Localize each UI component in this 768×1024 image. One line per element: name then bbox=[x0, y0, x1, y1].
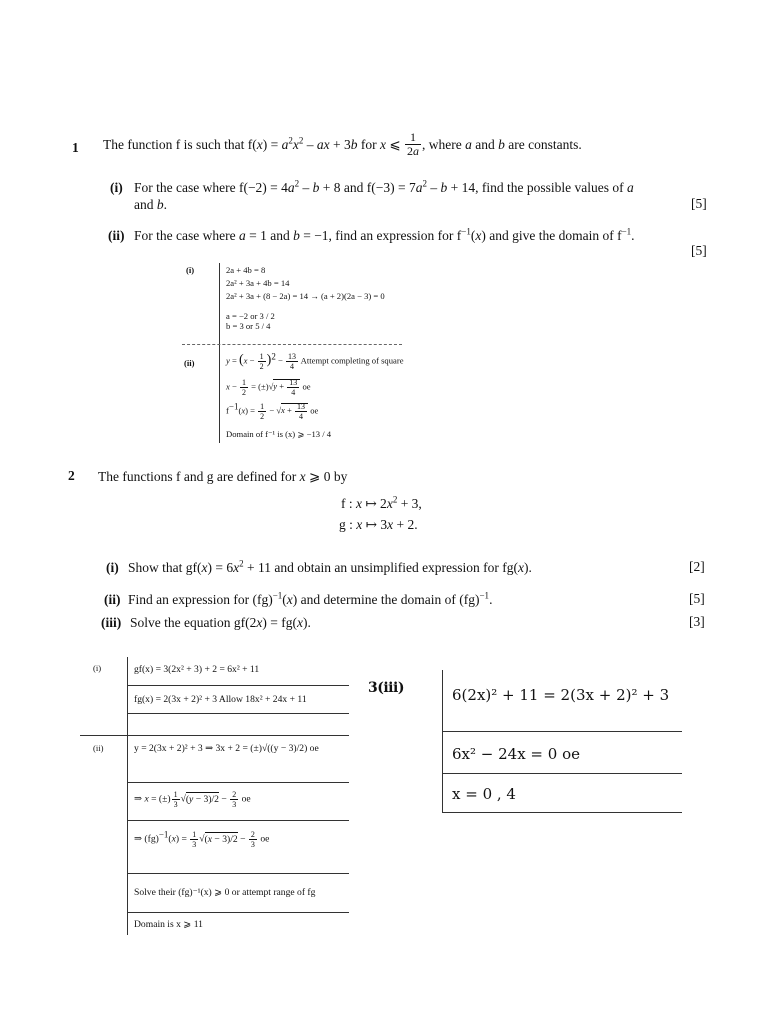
q1-part-i-text: For the case where $f(-2) = 4a^2 - b + 8$ and $f(-3) = 7a^2 - b + 14$, find the possible values of a bbox=[134, 178, 634, 195]
q2-scheme-rule bbox=[127, 820, 349, 821]
q2-scheme-ii-row-2: ⇒ x = (±) $\frac{1}{3}$ √(y − 3)/2 − $\frac{2}{3}$ oe bbox=[134, 790, 251, 809]
q1-part-i-marks: [5] bbox=[691, 196, 707, 211]
question-1-number: 1 bbox=[72, 140, 79, 155]
q2-scheme-rule bbox=[442, 773, 682, 774]
q1-scheme-i-line: 2a² + 3a + 4b = 14 bbox=[226, 278, 290, 288]
q2-part-iii-label: (iii) bbox=[101, 615, 122, 630]
q1-scheme-label-ii: (ii) bbox=[184, 358, 195, 368]
q2-part-i-text: Show that $gf(x) = 6x^2 + 11$ and obtain an unsimplified expression for fg(x). bbox=[128, 558, 532, 575]
q2-scheme-rule bbox=[80, 735, 349, 736]
question-1-fraction: $\frac{1}{2a}$ bbox=[407, 130, 420, 158]
q1-scheme-i-line: 2a + 4b = 8 bbox=[226, 265, 266, 275]
q2-part-ii-text: Find an expression for (fg)$^{-1}$(x) and determine the domain of (fg)$^{-1}$. bbox=[128, 590, 493, 607]
q2-part-i-label: (i) bbox=[106, 560, 119, 575]
q1-scheme-i-line: 2a² + 3a + (8 − 2a) = 14 → (a + 2)(2a − 3) = 0 bbox=[226, 291, 385, 301]
q2-scheme-rule bbox=[127, 713, 349, 714]
q2-scheme-left-divider bbox=[127, 657, 128, 935]
q1-part-i-text-2: and b. bbox=[134, 197, 167, 212]
q1-scheme-separator bbox=[182, 344, 402, 345]
q1-scheme-ii-domain: Domain of f⁻¹ is (x) ⩾ −13 / 4 bbox=[226, 429, 332, 439]
q1-scheme-ii-line-2: x − $\frac{1}{2}$ = (±)√y + $\frac{13}{4}$ oe bbox=[226, 378, 311, 397]
q2-scheme-rule bbox=[127, 873, 349, 874]
q2-scheme-label-ii: (ii) bbox=[93, 743, 104, 753]
q2-part-ii-marks: [5] bbox=[689, 591, 705, 606]
q1-scheme-ii-line-3: $f^{-1}(x)$ = $\frac{1}{2}$ − √x + $\frac{13}{4}$ oe bbox=[226, 401, 319, 421]
q1-scheme-i-line: a = −2 or 3 / 2 bbox=[226, 311, 275, 321]
q2-scheme-iii-row-2: 6x² − 24x = 0 oe bbox=[452, 745, 580, 763]
q2-g-definition: g : x ↦ 3x + 2. bbox=[339, 517, 418, 532]
q2-scheme-ii-row-5: Domain is x ⩾ 11 bbox=[134, 919, 203, 930]
q2-f-definition: f : x ↦ $2x^2 + 3$, bbox=[341, 494, 422, 511]
question-2-number: 2 bbox=[68, 468, 75, 483]
q2-scheme-ii-row-1: y = 2(3x + 2)² + 3 ⇒ 3x + 2 = (±)√((y − 3)/2) oe bbox=[134, 743, 319, 754]
q2-part-i-marks: [2] bbox=[689, 559, 705, 574]
q2-scheme-iii-row-1: 6(2x)² + 11 = 2(3x + 2)² + 3 bbox=[452, 686, 670, 704]
q1-part-ii-label: (ii) bbox=[108, 228, 125, 243]
q1-scheme-divider bbox=[219, 263, 220, 443]
q2-scheme-rule bbox=[127, 912, 349, 913]
q1-scheme-label-i: (i) bbox=[186, 265, 195, 275]
q1-scheme-i-line: b = 3 or 5 / 4 bbox=[226, 321, 271, 331]
q2-scheme-rule bbox=[442, 731, 682, 732]
q1-part-ii-text: For the case where a = 1 and b = −1, find an expression for $f^{-1}(x)$ and give the domain of $f^{-1}$. bbox=[134, 226, 635, 243]
q1-part-i-label: (i) bbox=[110, 180, 123, 195]
q1-part-ii-marks: [5] bbox=[691, 243, 707, 258]
q2-scheme-rule bbox=[127, 782, 349, 783]
q2-part-iii-marks: [3] bbox=[689, 614, 705, 629]
q2-scheme-ii-row-4: Solve their (fg)⁻¹(x) ⩾ 0 or attempt range of fg bbox=[134, 887, 316, 898]
q1-scheme-ii-line-1: y = (x − $\frac{1}{2}$ )$^2$ − $\frac{13}{4}$ Attempt completing of square bbox=[226, 351, 404, 371]
q2-scheme-right-divider bbox=[442, 670, 443, 812]
q2-scheme-iii-row-3: x = 0 , 4 bbox=[452, 785, 516, 803]
q2-scheme-i-row-2: fg(x) = 2(3x + 2)² + 3 Allow 18x² + 24x + 11 bbox=[134, 694, 307, 705]
question-2-stem: The functions f and g are defined for x ⩾ 0 by bbox=[98, 469, 348, 484]
question-1-stem: The function f is such that $f(x) = a^2x^2$ – ax + 3b for x ⩽ $\frac{1}{2a}$ , where a and b are constants. bbox=[103, 130, 582, 158]
q2-scheme-label-iii: 3(iii) bbox=[368, 680, 404, 696]
q2-part-ii-label: (ii) bbox=[104, 592, 121, 607]
q2-scheme-rule bbox=[127, 685, 349, 686]
q2-scheme-ii-row-3: ⇒ (fg)$^{-1}$(x) = $\frac{1}{3}$ √(x − 3)/2 − $\frac{2}{3}$ oe bbox=[134, 829, 270, 849]
q2-part-iii-text: Solve the equation gf(2x) = fg(x). bbox=[130, 615, 311, 630]
q2-scheme-rule bbox=[442, 812, 682, 813]
q2-scheme-label-i: (i) bbox=[93, 663, 102, 673]
q2-scheme-i-row-1: gf(x) = 3(2x² + 3) + 2 = 6x² + 11 bbox=[134, 664, 260, 675]
